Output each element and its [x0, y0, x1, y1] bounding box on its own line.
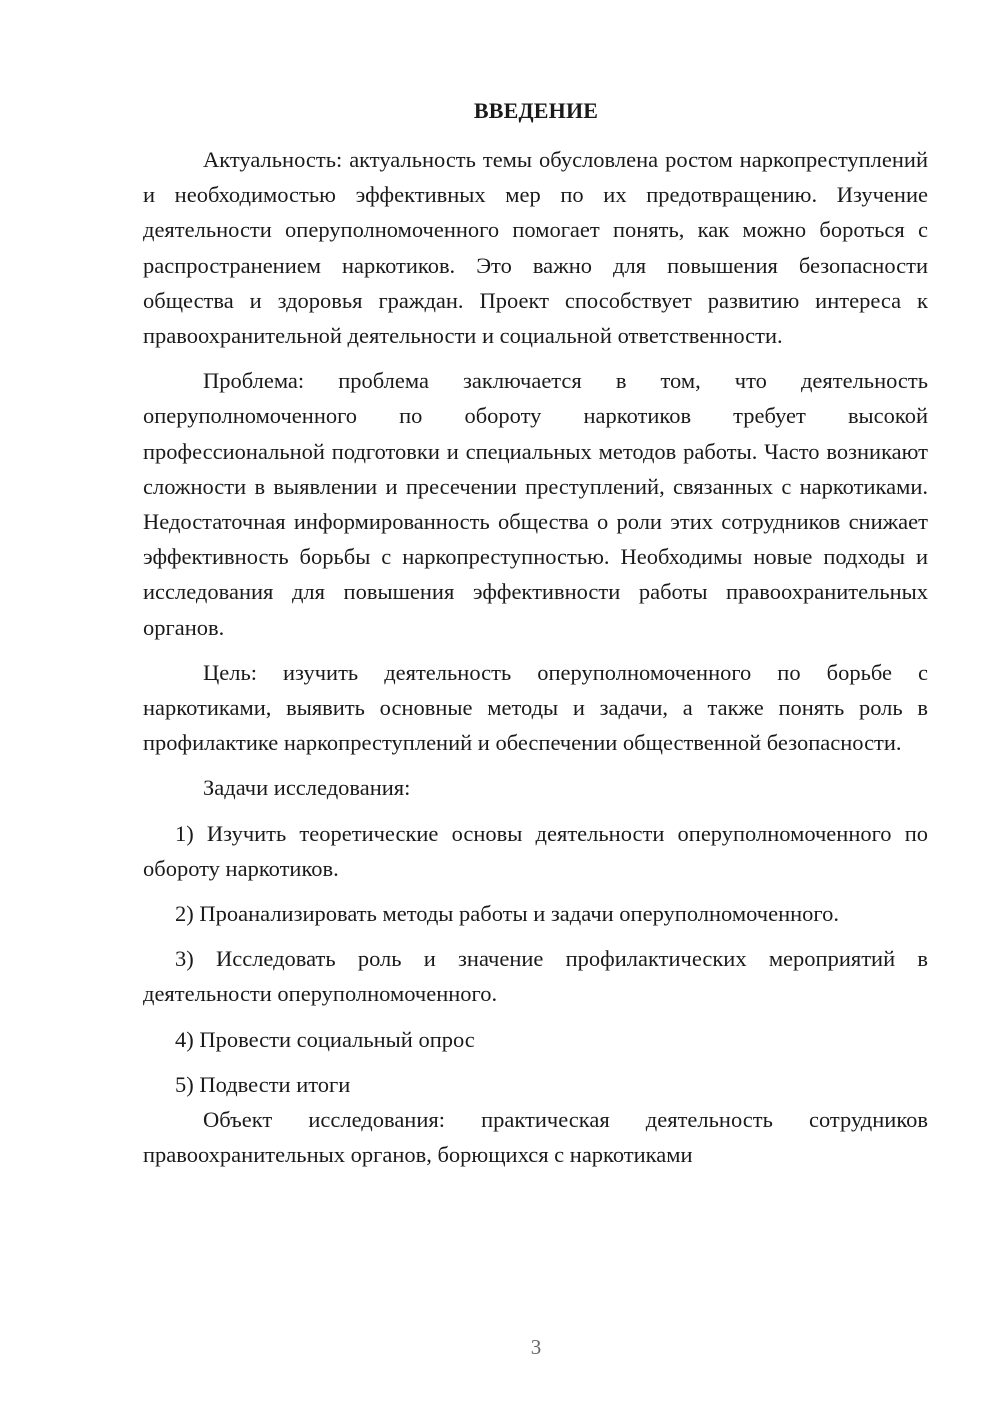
- task-item-2: 2) Проанализировать методы работы и задачи оперуполномоченного.: [175, 901, 839, 927]
- document-body: [143, 142, 928, 1172]
- page-number: 3: [530, 1335, 542, 1359]
- object-paragraph: Объект исследования: практическая деятельность сотрудников правоохранительных органов, борющихся с наркотиками: [143, 1107, 928, 1168]
- tasks-heading: Задачи исследования:: [203, 775, 411, 801]
- relevance-paragraph: Актуальность: актуальность темы обусловлена ростом наркопреступлений и необходимостью эффективных мер по их предотвращению. Изучение деятельности оперуполномоченного помогает понять, как можно бороться с распространением наркотиков. Это важно для повышения безопасности общества и здоровья граждан. Проект способствует развитию интереса к правоохранительной деятельности и социальной ответственности.: [143, 147, 928, 349]
- section-title: ВВЕДЕНИЕ: [473, 98, 599, 123]
- task-item-1: 1) Изучить теоретические основы деятельности оперуполномоченного по обороту наркотиков.: [143, 820, 928, 881]
- task-item-3: 3) Исследовать роль и значение профилактических мероприятий в деятельности оперуполномоченного.: [143, 946, 928, 1007]
- task-item-5: 5) Подвести итоги: [175, 1071, 351, 1097]
- goal-paragraph: Цель: изучить деятельность оперуполномоченного по борьбе с наркотиками, выявить основные методы и задачи, а также понять роль в профилактике наркопреступлений и обеспечении общественной безопасности.: [143, 659, 928, 756]
- task-item-4: 4) Провести социальный опрос: [175, 1026, 475, 1052]
- problem-paragraph: Проблема: проблема заключается в том, что деятельность оперуполномоченного по обороту наркотиков требует высокой профессиональной подготовки и специальных методов работы. Часто возникают сложности в выявлении и пресечении преступлений, связанных с наркотиками. Недостаточная информированность общества о роли этих сотрудников снижает эффективность борьбы с наркопреступностью. Необходимы новые подходы и исследования для повышения эффективности работы правоохранительных органов.: [143, 368, 928, 640]
